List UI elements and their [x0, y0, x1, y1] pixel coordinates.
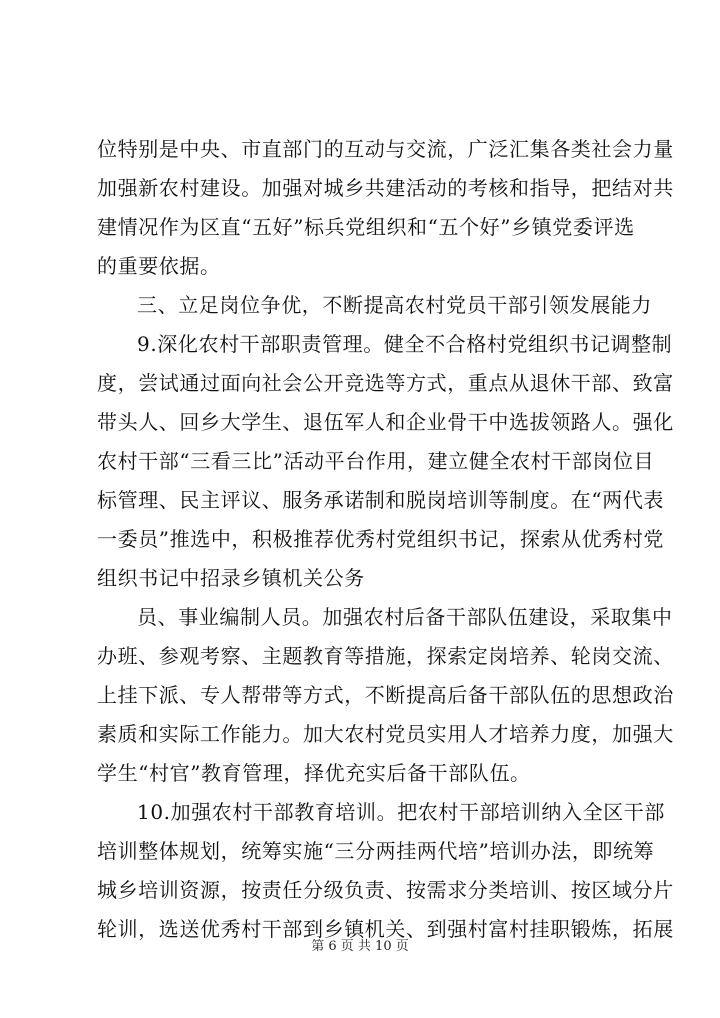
body-text-line: 城乡培训资源，按责任分级负责、按需求分类培训、按区域分片 — [97, 878, 674, 902]
body-text-line: 组织书记中招录乡镇机关公务 — [97, 566, 365, 590]
body-text-line: 位特别是中央、市直部门的互动与交流，广泛汇集各类社会力量 — [97, 137, 674, 161]
body-text-line: 建情况作为区直“五好”标兵党组织和“五个好”乡镇党委评选 — [97, 215, 635, 239]
body-text-line: 学生“村官”教育管理，择优充实后备干部队伍。 — [97, 761, 531, 785]
paragraph-first-line: 员、事业编制人员。加强农村后备干部队伍建设，采取集中 — [137, 605, 673, 629]
page-number-footer: 第 6 页 共 10 页 — [311, 939, 409, 954]
body-text-line: 标管理、民主评议、服务承诺制和脱岗培训等制度。在“两代表 — [97, 488, 665, 512]
body-text-line: 轮训，选送优秀村干部到乡镇机关、到强村富村挂职锻炼，拓展 — [97, 917, 674, 941]
body-text-line: 办班、参观考察、主题教育等措施，探索定岗培养、轮岗交流、 — [97, 644, 674, 668]
body-text-line: 上挂下派、专人帮带等方式，不断提高后备干部队伍的思想政治 — [97, 683, 674, 707]
paragraph-first-line: 9.深化农村干部职责管理。健全不合格村党组织书记调整制 — [137, 332, 673, 356]
body-text-line: 加强新农村建设。加强对城乡共建活动的考核和指导，把结对共 — [97, 176, 674, 200]
body-text-line: 度，尝试通过面向社会公开竞选等方式，重点从退休干部、致富 — [97, 371, 674, 395]
body-text-line: 的重要依据。 — [97, 254, 221, 278]
body-text-line: 素质和实际工作能力。加大农村党员实用人才培养力度，加强大 — [97, 722, 674, 746]
body-text-line: 农村干部“三看三比”活动平台作用，建立健全农村干部岗位目 — [97, 449, 655, 473]
section-heading: 三、立足岗位争优，不断提高农村党员干部引领发展能力 — [137, 293, 652, 317]
body-text-line: 一委员”推选中，积极推荐优秀村党组织书记，探索从优秀村党 — [97, 527, 665, 551]
body-text-line: 带头人、回乡大学生、退伍军人和企业骨干中选拔领路人。强化 — [97, 410, 674, 434]
paragraph-first-line: 10.加强农村干部教育培训。把农村干部培训纳入全区干部 — [137, 800, 666, 824]
body-text-line: 培训整体规划，统筹实施“三分两挂两代培”培训办法，即统筹 — [97, 839, 655, 863]
